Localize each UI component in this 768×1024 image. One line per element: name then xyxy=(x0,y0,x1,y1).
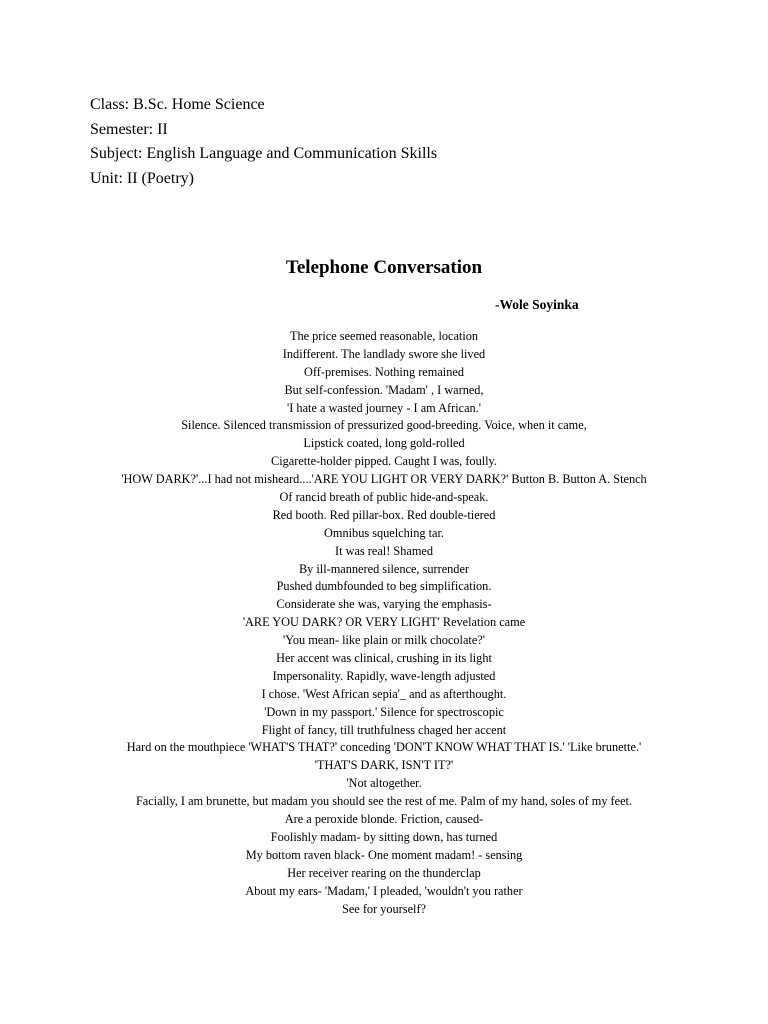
poem-line: Her receiver rearing on the thunderclap xyxy=(287,865,481,880)
poem-title: Telephone Conversation xyxy=(285,257,483,278)
semester-line: Semester: II xyxy=(90,120,168,138)
poem-line: 'HOW DARK?'...I had not misheard....'ARE YOU LIGHT OR VERY DARK?' Button B. Button A. Stench xyxy=(121,472,647,487)
poem-line: Lipstick coated, long gold-rolled xyxy=(303,436,465,451)
poem-line: 'Not altogether. xyxy=(346,776,422,791)
poem-line: Silence. Silenced transmission of pressurized good-breeding. Voice, when it came, xyxy=(181,418,587,433)
poem-line: Facially, I am brunette, but madam you should see the rest of me. Palm of my hand, soles of my feet. xyxy=(135,794,633,809)
poem-line: 'THAT'S DARK, ISN'T IT?' xyxy=(314,758,454,773)
poem-line: Pushed dumbfounded to beg simplification. xyxy=(276,579,492,594)
poem-line: But self-confession. 'Madam' , I warned, xyxy=(284,382,484,397)
class-line: Class: B.Sc. Home Science xyxy=(90,96,265,113)
poem-line: Omnibus squelching tar. xyxy=(324,525,444,540)
poem-line: Red booth. Red pillar-box. Red double-tiered xyxy=(272,507,496,522)
poem-line: 'Down in my passport.' Silence for spectroscopic xyxy=(264,704,504,719)
poem-line: Hard on the mouthpiece 'WHAT'S THAT?' conceding 'DON'T KNOW WHAT THAT IS.' 'Like brunette.' xyxy=(126,740,642,755)
poem-line: Of rancid breath of public hide-and-speak. xyxy=(279,490,489,505)
poem-line: Flight of fancy, till truthfulness chaged her accent xyxy=(261,722,507,737)
poem-body xyxy=(0,328,768,918)
poem-line: Off-premises. Nothing remained xyxy=(304,364,464,379)
poem-line: Considerate she was, varying the emphasis- xyxy=(276,597,492,612)
poem-line: About my ears- 'Madam,' I pleaded, 'wouldn't you rather xyxy=(245,883,523,898)
poem-line: My bottom raven black- One moment madam! - sensing xyxy=(245,847,523,862)
poem-line: Impersonality. Rapidly, wave-length adjusted xyxy=(272,668,496,683)
poem-line: 'You mean- like plain or milk chocolate?' xyxy=(283,633,485,648)
poem-line: Cigarette-holder pipped. Caught I was, foully. xyxy=(271,454,497,469)
poem-line: 'I hate a wasted journey - I am African.' xyxy=(287,400,481,415)
subject-line: Subject: English Language and Communication Skills xyxy=(90,145,438,162)
poem-author: -Wole Soyinka xyxy=(495,297,579,312)
poem-line: By ill-mannered silence, surrender xyxy=(298,561,470,576)
poem-line: Foolishly madam- by sitting down, has turned xyxy=(270,829,498,844)
poem-line: It was real! Shamed xyxy=(335,543,433,558)
unit-line: Unit: II (Poetry) xyxy=(90,169,194,187)
poem-line: Indifferent. The landlady swore she lived xyxy=(282,346,486,361)
poem-line: Her accent was clinical, crushing in its light xyxy=(276,651,492,666)
course-header xyxy=(90,93,437,191)
poem-line: Are a peroxide blonde. Friction, caused- xyxy=(284,812,484,827)
poem-line: I chose. 'West African sepia'_ and as afterthought. xyxy=(261,686,507,701)
poem-line: 'ARE YOU DARK? OR VERY LIGHT' Revelation came xyxy=(242,615,526,630)
poem-line: See for yourself? xyxy=(342,901,426,916)
poem-line: The price seemed reasonable, location xyxy=(289,329,479,343)
